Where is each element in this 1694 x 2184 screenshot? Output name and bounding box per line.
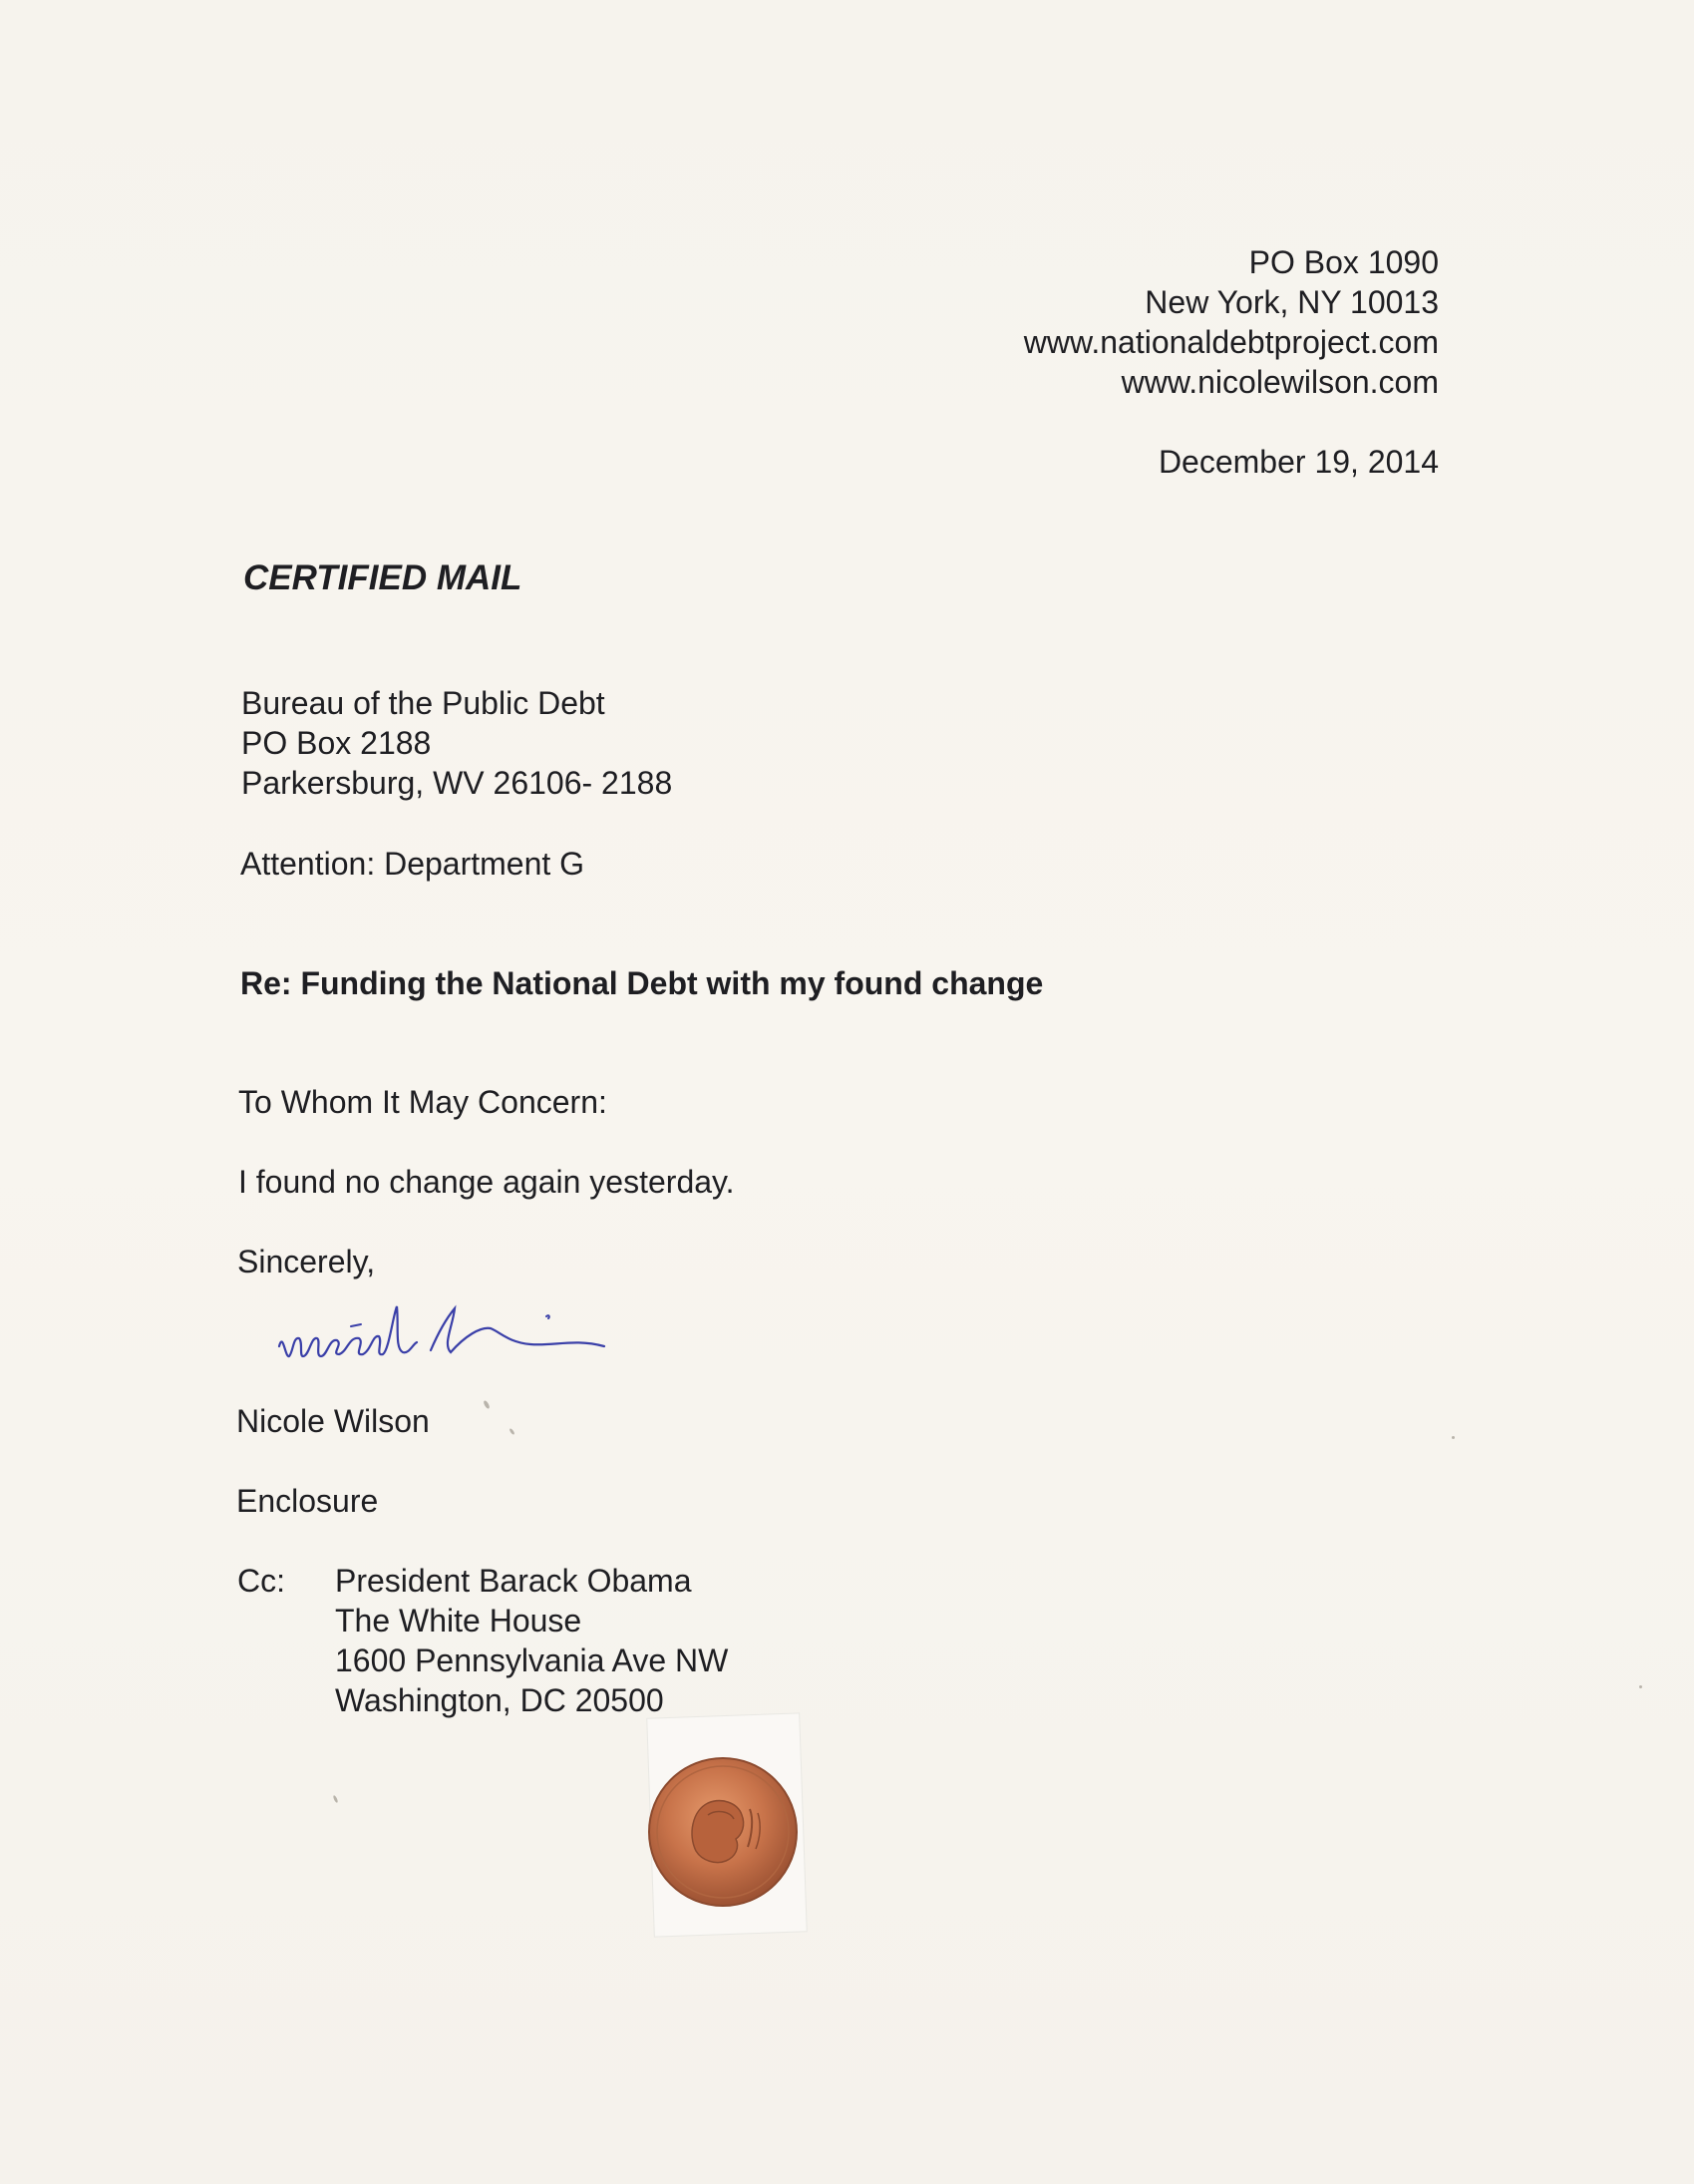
paper-speck xyxy=(1639,1685,1642,1688)
signature-icon xyxy=(269,1286,618,1376)
return-address-line: www.nationaldebtproject.com xyxy=(1023,324,1439,360)
recipient-line: Bureau of the Public Debt xyxy=(241,685,605,721)
return-address-line: PO Box 1090 xyxy=(1248,244,1439,280)
recipient-line: Parkersburg, WV 26106- 2188 xyxy=(241,765,673,801)
letter-date: December 19, 2014 xyxy=(1158,444,1439,480)
penny-icon xyxy=(646,1755,800,1909)
subject-line: Re: Funding the National Debt with my found change xyxy=(240,965,1044,1001)
paper-speck xyxy=(483,1400,491,1410)
recipient-address xyxy=(241,683,672,803)
return-address-line: www.nicolewilson.com xyxy=(1121,364,1439,400)
cc-line: The White House xyxy=(335,1603,582,1638)
cc-address xyxy=(335,1561,728,1720)
cc-label: Cc: xyxy=(237,1563,285,1599)
cc-line: President Barack Obama xyxy=(335,1563,692,1599)
paper-speck xyxy=(332,1795,338,1804)
signer-name: Nicole Wilson xyxy=(236,1403,430,1439)
closing: Sincerely, xyxy=(237,1244,376,1279)
attention-line: Attention: Department G xyxy=(240,846,585,882)
return-address xyxy=(1024,242,1439,402)
salutation: To Whom It May Concern: xyxy=(238,1084,607,1120)
enclosure-note: Enclosure xyxy=(236,1483,379,1519)
letter-body: I found no change again yesterday. xyxy=(238,1164,735,1200)
paper-speck xyxy=(508,1428,514,1435)
recipient-line: PO Box 2188 xyxy=(241,725,432,761)
certified-mail-heading: CERTIFIED MAIL xyxy=(243,558,522,597)
return-address-line: New York, NY 10013 xyxy=(1145,284,1439,320)
paper-speck xyxy=(1452,1436,1455,1439)
cc-line: Washington, DC 20500 xyxy=(335,1682,664,1718)
cc-line: 1600 Pennsylvania Ave NW xyxy=(335,1642,729,1678)
